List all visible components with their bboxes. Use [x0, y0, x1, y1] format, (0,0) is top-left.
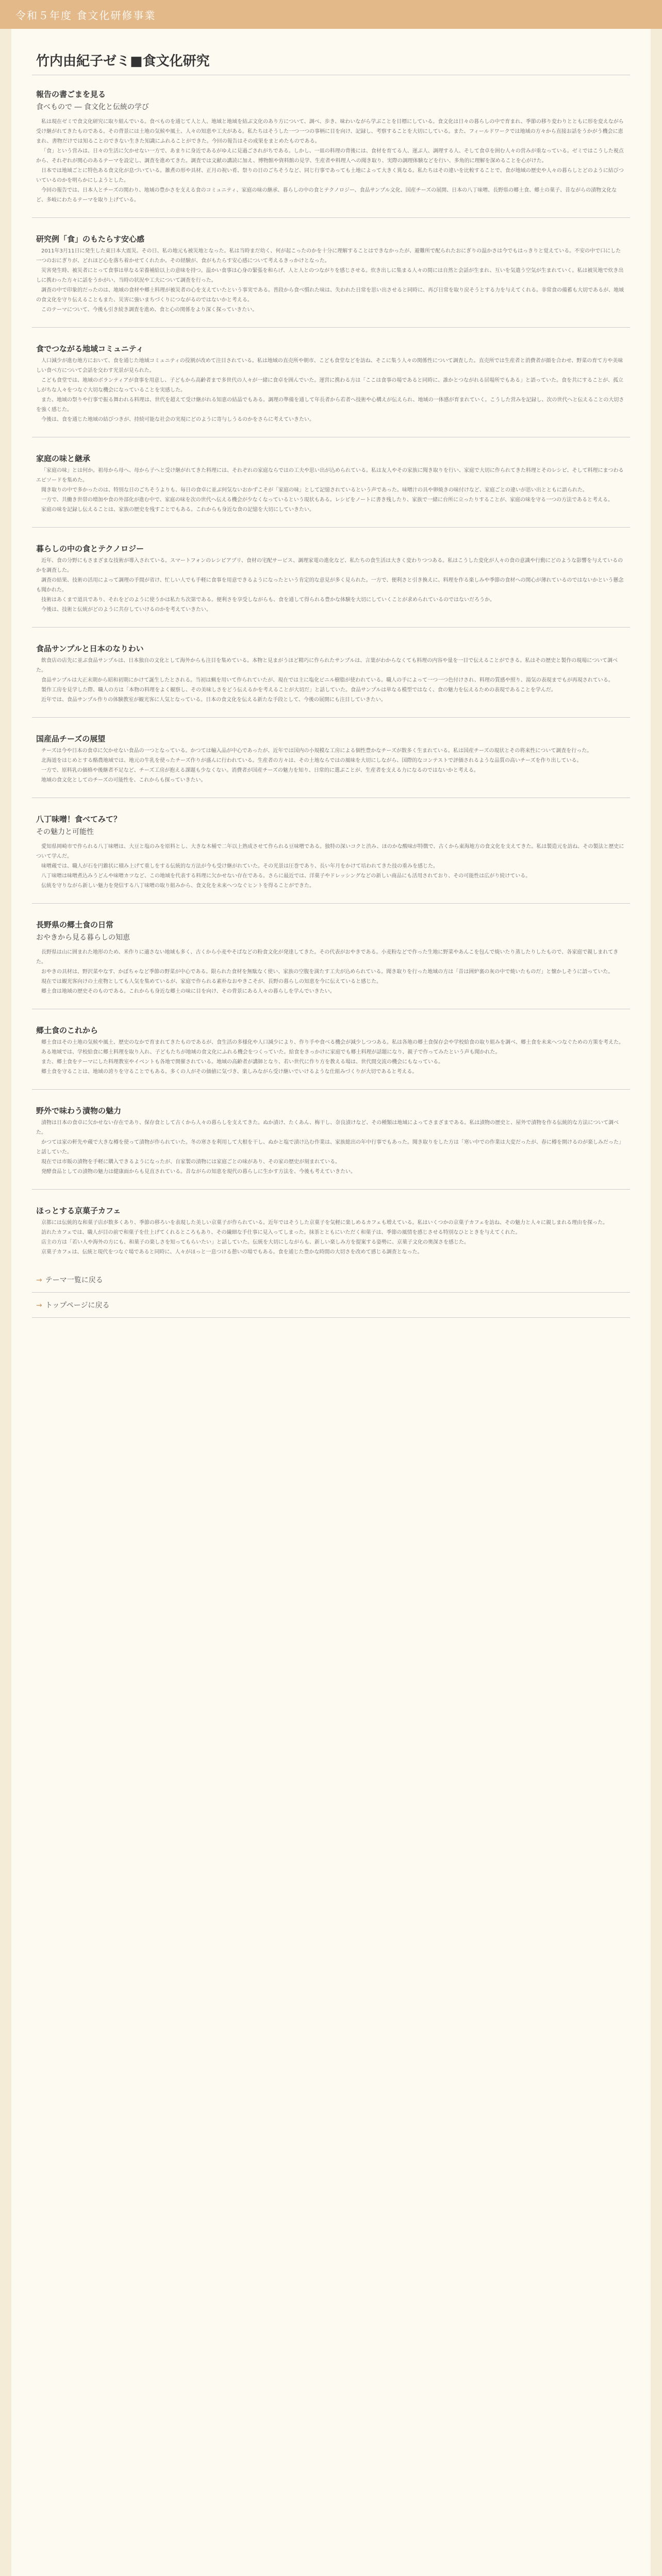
section-paragraph: 飲食店の店先に並ぶ食品サンプルは、日本独自の文化として海外からも注目を集めている。本物と見まがうほど精巧に作られたサンプルは、言葉がわからなくても料理の内容や量を一目で伝えることができる。私はその歴史と製作の現場について調べた。 [36, 658, 618, 673]
section-paragraph: 「食」という営みは、日々の生活に欠かせない一方で、あまりに身近であるがゆえに見過ごされがちである。しかし、一皿の料理の背後には、食材を育てる人、運ぶ人、調理する人、そして食卓を囲む人々の営みが重なっている。ゼミではこうした視点から、それぞれが関心のあるテーマを設定し、調査を進めてきた。調査では文献の講読に加え、博物館や資料館の見学、生産者や料理人への聞き取り、実際の調理体験などを行い、多角的に理解を深めることを心がけた。 [36, 148, 624, 164]
section-paragraph: 伝統を守りながら新しい魅力を発信する八丁味噌の取り組みから、食文化を未来へつなぐヒントを得ることができた。 [41, 883, 315, 889]
section-divider [32, 627, 630, 628]
section-paragraph: 技術はあくまで道具であり、それをどのように使うかは私たち次第である。便利さを享受しながらも、食を通して得られる豊かな体験を大切にしていくことが求められているのではないだろうか。 [41, 597, 495, 603]
section-paragraph: チーズは今や日本の食卓に欠かせない食品の一つとなっている。かつては輸入品が中心であったが、近年では国内の小規模な工房による個性豊かなチーズが数多く生まれている。私は国産チーズの現状とその将来性について調査を行った。 [41, 748, 592, 754]
section-paragraph: 日本では地域ごとに特色ある食文化が息づいている。雑煮の形や具材、正月の祝い肴、祭りの日のごちそうなど、同じ行事であっても土地によって大きく異なる。私たちはその違いを比較することで、食が地域の歴史や人々の暮らしとどのように結びついているのかを明らかにしようとした。 [36, 168, 624, 183]
site-header-title: 令和５年度 食文化研修事業 [15, 9, 156, 22]
article-section [32, 1025, 630, 1077]
section-divider [32, 717, 630, 718]
section-subheading: その魅力と可能性 [36, 828, 94, 836]
section-paragraph: 京菓子カフェは、伝統と現代をつなぐ場であると同時に、人々がほっと一息つける憩いの場でもある。食を通じた豊かな時間の大切さを改めて感じる調査となった。 [41, 1249, 423, 1255]
section-paragraph: 発酵食品としての漬物の魅力は健康面からも見直されている。昔ながらの知恵を現代の暮らしに生かす方法を、今後も考えていきたい。 [41, 1169, 356, 1175]
article-section [32, 89, 630, 205]
section-heading: 野外で味わう漬物の魅力 [36, 1106, 122, 1115]
back-to-themes-label: テーマ一覧に戻る [45, 1276, 103, 1284]
section-paragraph: 京都には伝統的な和菓子店が数多くあり、季節の移ろいを表現した美しい京菓子が作られている。近年ではそうした京菓子を気軽に楽しめるカフェも増えている。私はいくつかの京菓子カフェを訪ね、その魅力と人々に親しまれる理由を探った。 [41, 1220, 608, 1226]
article-section [32, 643, 630, 705]
section-paragraph: 郷土食を守ることは、地域の誇りを守ることでもある。多くの人がその価値に気づき、楽しみながら受け継いでいけるような仕組みづくりが大切であると考える。 [41, 1069, 418, 1075]
section-heading: 家庭の味と継承 [36, 454, 91, 463]
section-heading: ほっとする京菓子カフェ [36, 1206, 121, 1215]
section-paragraph: 今回の報告では、日本人とチーズの関わり、地域の豊かさを支える食のコミュニティ、家庭の味の継承、暮らしの中の食とテクノロジー、食品サンプル文化、国産チーズの展開、日本の八丁味噌、長野県の郷土食、郷土の菓子、昔ながらの漬物文化など、多岐にわたるテーマを取り上げている。 [36, 188, 617, 203]
article [11, 29, 651, 2576]
section-heading: 郷土食のこれから [36, 1026, 98, 1035]
section-heading: 八丁味噌！食べてみて？ [36, 815, 122, 824]
section-paragraph: 一方で、原料乳の価格や後継者不足など、チーズ工房が抱える課題も少なくない。消費者が国産チーズの魅力を知り、日常的に選ぶことが、生産者を支える力になるのではないかと考える。 [41, 768, 479, 773]
section-paragraph: 北海道をはじめとする酪農地域では、地元の牛乳を使ったチーズ作りが盛んに行われている。生産者の方々は、その土地ならではの風味を大切にしながら、国際的なコンテストで評価されるような品質の高いチーズを作り出している。 [41, 758, 582, 764]
article-section [32, 919, 630, 996]
section-paragraph: 現在では観光客向けの土産物としても人気を集めているが、家庭で作られる素朴なおやきこそが、長野の暮らしの知恵を今に伝えていると感じた。 [41, 979, 382, 985]
article-section [32, 453, 630, 515]
section-paragraph: こども食堂では、地域のボランティアが食事を用意し、子どもから高齢者まで多世代の人々が一緒に食卓を囲んでいた。運営に携わる方は「ここは食事の場であると同時に、誰かとつながれる居場所でもある」と語っていた。食を共にすることが、孤立しがちな人々をつなぐ大切な機会になっていることを実感した。 [36, 378, 623, 393]
section-paragraph: 家庭の味を記録し伝えることは、家族の歴史を残すことでもある。これからも身近な食の記憶を大切にしていきたい。 [41, 507, 315, 513]
section-heading: 報告の書ごまを見る [36, 90, 106, 99]
section-paragraph: このテーマについて、今後も引き続き調査を進め、食と心の関係をより深く探っていきたい。 [41, 307, 258, 313]
section-paragraph: 現在では市販の漬物を手軽に購入できるようになったが、自家製の漬物には家庭ごとの味があり、その家の歴史が刻まれている。 [41, 1159, 340, 1165]
section-subheading: おやきから見る暮らしの知恵 [36, 934, 130, 942]
section-paragraph: 今後は、技術と伝統がどのように共存していけるのかを考えていきたい。 [41, 607, 211, 613]
section-paragraph: また、地域の祭りや行事で振る舞われる料理は、世代を超えて受け継がれる知恵の結晶でもある。調理の準備を通して年長者から若者へ技術や心構えが伝えられ、地域の一体感が育まれていく。こうした営みを記録し、次の世代へと伝えることの大切さを強く感じた。 [36, 397, 624, 413]
section-heading: 暮らしの中の食とテクノロジー [36, 544, 144, 553]
section-paragraph: 食品サンプルは大正末期から昭和初期にかけて誕生したとされる。当初は蝋を用いて作られていたが、現在では主に塩化ビニル樹脂が使われている。職人の手によって一つ一つ色付けされ、料理の質感や照り、湯気の表現までもが再現されている。 [41, 677, 614, 683]
article-section [32, 543, 630, 615]
section-paragraph: 私は現在ゼミで食文化研究に取り組んでいる。食べものを通じて人と人、地域と地域を結ぶ文化のあり方について、調べ、歩き、味わいながら学ぶことを目標にしている。食文化は日々の暮らしの中で育まれ、季節の移り変わりとともに形を変えながら受け継がれてきたものである。その背景には土地の気候や風土、人々の知恵や工夫がある。私たちはそうした一つ一つの事柄に目を向け、記録し、考察することを大切にしている。また、フィールドワークでは地域の方々から直接お話をうかがう機会に恵まれ、書物だけでは知ることのできない生きた知識にふれることができた。今回の報告はその成果をまとめたものである。 [36, 119, 624, 144]
section-heading: 食品サンプルと日本のなりわい [36, 644, 144, 653]
section-paragraph: 製作工房を見学した際、職人の方は「本物の料理をよく観察し、その美味しさをどう伝えるかを考えることが大切だ」と話していた。食品サンプルは単なる模型ではなく、食の魅力を伝えるための表現であることを学んだ。 [41, 687, 556, 693]
footer-links [32, 1267, 630, 1318]
arrow-right-icon: → [36, 1276, 42, 1284]
section-paragraph: 災害発生時、被災者にとって食事は単なる栄養補給以上の意味を持つ。温かい食事は心身の緊張を和らげ、人と人とのつながりを感じさせる。炊き出しに集まる人々の間には自然と会話が生まれ、互いを気遣う空気が生まれていく。私は被災地で炊き出しに携わった方々に話をうかがい、当時の状況や工夫について調査を行った。 [36, 268, 624, 283]
section-paragraph: 漬物は日本の食卓に欠かせない存在であり、保存食として古くから人々の暮らしを支えてきた。ぬか漬け、たくあん、梅干し、奈良漬けなど、その種類は地域によってさまざまである。私は漬物の歴史と、屋外で漬物を作る伝統的な方法について調べた。 [36, 1120, 619, 1136]
section-paragraph: 2011年3月11日に発生した東日本大震災。その日、私の地元も被災地となった。私は当時まだ幼く、何が起こったのかを十分に理解することはできなかったが、避難所で配られたおにぎりの温かさは今でもはっきりと覚えている。不安の中で口にした一つのおにぎりが、どれほど心を落ち着かせてくれたか。その経験が、食がもたらす安心感について考えるきっかけとなった。 [36, 248, 621, 264]
section-paragraph: 訪れたカフェでは、職人が目の前で和菓子を仕上げてくれるところもあり、その繊細な手仕事に見入ってしまった。抹茶とともにいただく和菓子は、季節の風情を感じさせる特別なひとときを与えてくれた。 [41, 1230, 521, 1235]
article-section [32, 733, 630, 785]
section-paragraph: 聞き取りの中で多かったのは、特別な日のごちそうよりも、毎日の食卓に並ぶ何気ないおかずこそが「家庭の味」として記憶されているという声であった。味噌汁の具や卵焼きの味付けなど、家庭ごとの違いが思い出とともに語られた。 [41, 487, 588, 493]
section-paragraph: また、郷土食をテーマにした料理教室やイベントも各地で開催されている。地域の高齢者が講師となり、若い世代に作り方を教える場は、世代間交流の機会にもなっている。 [41, 1059, 443, 1065]
section-paragraph: 一方で、共働き世帯の増加や食の外部化が進む中で、家庭の味を次の世代へ伝える機会が少なくなっているという現状もある。レシピをノートに書き残したり、家族で一緒に台所に立ったりすることが、家庭の味を守る一つの方法であると考える。 [41, 497, 614, 503]
section-divider [32, 527, 630, 528]
section-divider [32, 327, 630, 328]
arrow-right-icon: → [36, 1301, 42, 1310]
section-paragraph: おやきの具材は、野沢菜やなす、かぼちゃなど季節の野菜が中心である。限られた食材を無駄なく使い、家族の空腹を満たす工夫が込められている。聞き取りを行った地域の方は「昔は囲炉裏の灰の中で焼いたものだ」と懐かしそうに語っていた。 [41, 969, 614, 975]
back-to-top-label: トップページに戻る [45, 1301, 110, 1310]
section-paragraph: 今後は、食を通じた地域の結びつきが、持続可能な社会の実現にどのように寄与しうるのかをさらに考えていきたい。 [41, 417, 315, 422]
section-paragraph: 店主の方は「若い人や海外の方にも、和菓子の楽しさを知ってもらいたい」と話していた。伝統を大切にしながらも、新しい楽しみ方を提案する姿勢に、京菓子文化の奥深さを感じた。 [41, 1240, 469, 1245]
article-section [32, 1105, 630, 1177]
sections-container [32, 89, 630, 1257]
section-paragraph: 近年では、食品サンプル作りの体験教室が観光客に人気となっている。日本の食文化を伝える新たな手段として、今後の展開にも注目していきたい。 [41, 697, 386, 703]
back-to-themes-link[interactable] [32, 1267, 630, 1293]
section-paragraph: 地域の食文化としてのチーズの可能性を、これからも探っていきたい。 [41, 777, 206, 783]
section-divider [32, 903, 630, 904]
section-divider [32, 217, 630, 218]
section-paragraph: 調査の中で印象的だったのは、地域の食材や郷土料理が被災者の心を支えていたという事実である。普段から食べ慣れた味は、失われた日常を思い出させると同時に、再び日常を取り戻そうとする力を与えてくれる。非常食の備蓄も大切であるが、地域の食文化を守り伝えることもまた、災害に強いまちづくりにつながるのではないかと考える。 [36, 287, 624, 303]
section-paragraph: かつては家の軒先や蔵で大きな樽を使って漬物が作られていた。冬の寒さを利用して大根を干し、ぬかと塩で漬け込む作業は、家族総出の年中行事でもあった。聞き取りをした方は「寒い中での作業は大変だったが、春に樽を開けるのが楽しみだった」と話していた。 [36, 1140, 624, 1155]
section-paragraph: 八丁味噌は味噌煮込みうどんや味噌カツなど、この地域を代表する料理に欠かせない存在である。さらに最近では、洋菓子やドレッシングなどの新しい商品にも活用されており、その可能性は広がり続けている。 [41, 873, 531, 879]
section-heading: 研究例「食」のもたらす安心感 [36, 234, 145, 244]
article-section [32, 343, 630, 425]
section-paragraph: 郷土食はその土地の気候や風土、歴史のなかで育まれてきたものであるが、食生活の多様化や人口減少により、作り手や食べる機会が減少しつつある。私は各地の郷土食保存会や学校給食の取り組みを調べ、郷土食を未来へつなぐための方策を考えた。 [41, 1040, 624, 1045]
page-title: 竹内由紀子ゼミ■食文化研究 [36, 54, 210, 69]
section-paragraph: 調査の結果、技術の活用によって調理の手間が省け、忙しい人でも手軽に食事を用意できるようになったという肯定的な意見が多く見られた。一方で、便利さと引き換えに、料理を作る楽しみや季節の食材への関心が薄れているのではないかという懸念も聞かれた。 [36, 578, 624, 593]
article-section [32, 1205, 630, 1257]
section-paragraph: 人口減少が進む地方において、食を通じた地域コミュニティの役割が改めて注目されている。私は地域の直売所や朝市、こども食堂などを訪ね、そこに集う人々の関係性について調査した。直売所では生産者と消費者が顔を合わせ、野菜の育て方や美味しい食べ方について会話を交わす光景が見られた。 [36, 358, 623, 374]
section-divider [32, 1089, 630, 1090]
section-paragraph: 「家庭の味」とは何か。祖母から母へ、母から子へと受け継がれてきた料理には、それぞれの家庭ならではの工夫や思い出が込められている。私は友人やその家族に聞き取りを行い、家庭で大切に作られてきた料理とそのレシピ、そして料理にまつわるエピソードを集めた。 [36, 468, 624, 483]
article-section [32, 233, 630, 315]
section-paragraph: 長野県は山に囲まれた地形のため、米作りに適さない地域も多く、古くから小麦やそばなどの粉食文化が発達してきた。その代表がおやきである。小麦粉などで作った生地に野菜やあんこを包んで焼いたり蒸したりしたもので、各家庭で親しまれてきた。 [36, 950, 619, 965]
section-paragraph: 郷土食は地域の歴史そのものである。これからも身近な郷土の味に目を向け、その背景にある人々の暮らしを学んでいきたい。 [41, 989, 335, 994]
section-paragraph: 近年、食の分野にもさまざまな技術が導入されている。スマートフォンのレシピアプリ、食材の宅配サービス、調理家電の進化など、私たちの食生活は大きく変わりつつある。私はこうした変化が人々の食の意識や行動にどのような影響を与えているのかを調査した。 [36, 558, 623, 573]
section-paragraph: ある地域では、学校給食に郷土料理を取り入れ、子どもたちが地域の食文化にふれる機会をつくっていた。給食をきっかけに家庭でも郷土料理が話題になり、親子で作ってみたという声も聞かれた。 [41, 1049, 501, 1055]
article-section [32, 814, 630, 891]
section-heading: 国産品チーズの展望 [36, 734, 106, 743]
section-paragraph: 味噌蔵では、職人が石を円錐状に積み上げて重しをする伝統的な方法が今も受け継がれていた。その光景は圧巻であり、長い年月をかけて培われてきた技の重みを感じた。 [41, 863, 438, 869]
section-subheading: 食べもので ― 食文化と伝統の学び [36, 103, 149, 111]
section-heading: 長野県の郷土食の日常 [36, 920, 114, 929]
site-header [0, 0, 662, 29]
back-to-top-link[interactable] [32, 1293, 630, 1318]
section-heading: 食でつながる地域コミュニティ [36, 344, 144, 353]
section-divider [32, 1189, 630, 1190]
section-paragraph: 愛知県岡崎市で作られる八丁味噌は、大豆と塩のみを原料とし、大きな木桶で二年以上熟成させて作られる豆味噌である。独特の深いコクと渋み、ほのかな酸味が特徴で、古くから東海地方の食文化を支えてきた。私は製造元を訪ね、その製法と歴史について学んだ。 [36, 844, 624, 859]
